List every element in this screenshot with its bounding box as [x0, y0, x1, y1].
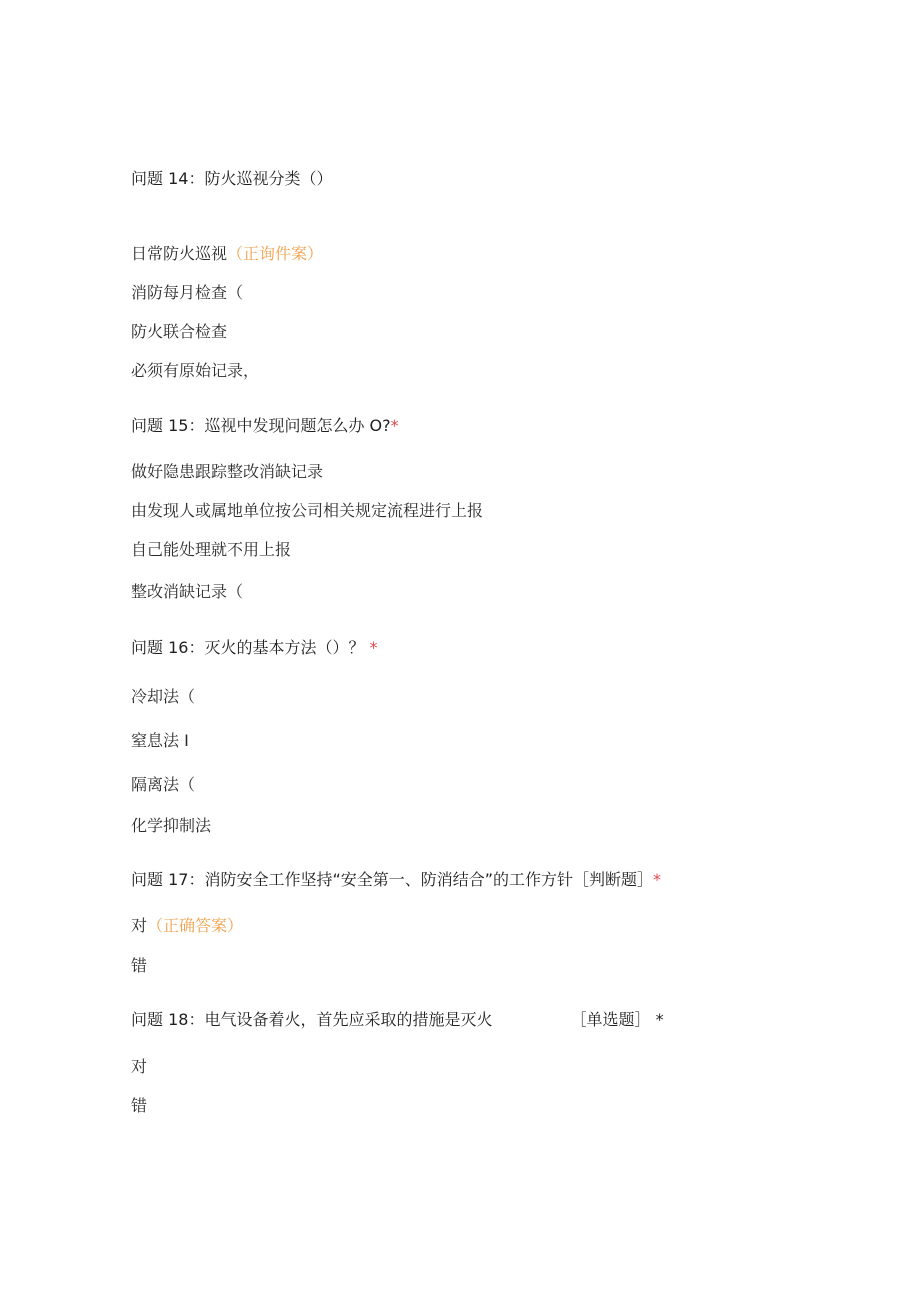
required-star: * — [369, 638, 378, 657]
question-18-option-2[interactable] — [131, 1096, 147, 1116]
question-15-title — [131, 416, 399, 436]
question-18-option-1[interactable] — [131, 1057, 147, 1077]
question-type-label: ［单选题］ — [570, 1010, 651, 1029]
required-star: * — [655, 1010, 664, 1029]
question-16-option-4[interactable] — [131, 816, 211, 836]
required-star: * — [390, 416, 399, 435]
option-text: 窒息法 I — [131, 731, 189, 750]
option-text: 由发现人或属地单位按公司相关规定流程进行上报 — [131, 501, 484, 520]
question-15-option-3[interactable] — [131, 540, 291, 560]
question-14-option-1[interactable] — [131, 244, 323, 264]
option-text: 必须有原始记录， — [131, 361, 260, 380]
question-14-option-3[interactable] — [131, 322, 227, 342]
option-text: 对 — [131, 916, 148, 935]
question-16-option-2[interactable] — [131, 731, 189, 751]
question-14-option-4[interactable] — [131, 361, 259, 381]
question-14-title — [131, 169, 332, 189]
option-text: 化学抑制法 — [131, 816, 212, 835]
question-17-option-1[interactable] — [131, 916, 243, 936]
question-title-text: 问题 14：防火巡视分类（） — [131, 169, 333, 188]
option-text: 做好隐患跟踪整改消缺记录 — [131, 462, 324, 481]
question-title-text: 问题 18：电气设备着火，首先应采取的措施是灭火 — [131, 1010, 493, 1029]
option-text: 错 — [131, 956, 148, 975]
option-text: 错 — [131, 1096, 148, 1115]
answer-tag: （正询件案） — [227, 244, 324, 263]
option-text: 自己能处理就不用上报 — [131, 540, 292, 559]
question-title-text: 问题 17：消防安全工作坚持“安全第一、防消结合”的工作方针［判断题］ — [131, 870, 654, 889]
option-text: 消防每月检查（ — [131, 283, 244, 302]
question-15-option-1[interactable] — [131, 462, 323, 482]
question-16-option-3[interactable] — [131, 775, 195, 795]
option-text: 冷却法（ — [131, 687, 196, 706]
question-17-option-2[interactable] — [131, 956, 147, 976]
option-text: 整改消缺记录（ — [131, 582, 244, 601]
question-title-text: 问题 15：巡视中发现问题怎么办 O? — [131, 416, 391, 435]
question-16-option-1[interactable] — [131, 687, 195, 707]
question-15-option-4[interactable] — [131, 582, 243, 602]
question-15-option-2[interactable] — [131, 501, 483, 521]
required-star: * — [653, 870, 662, 889]
question-title-text: 问题 16：灭火的基本方法（）？ — [131, 638, 365, 657]
option-text: 隔离法（ — [131, 775, 196, 794]
option-text: 防火联合检查 — [131, 322, 228, 341]
option-text: 对 — [131, 1057, 148, 1076]
question-16-title — [131, 638, 378, 658]
answer-tag: （正确答案） — [147, 916, 244, 935]
question-18-title — [131, 1010, 664, 1030]
question-17-title — [131, 870, 661, 890]
option-text: 日常防火巡视 — [131, 244, 228, 263]
question-14-option-2[interactable] — [131, 283, 243, 303]
